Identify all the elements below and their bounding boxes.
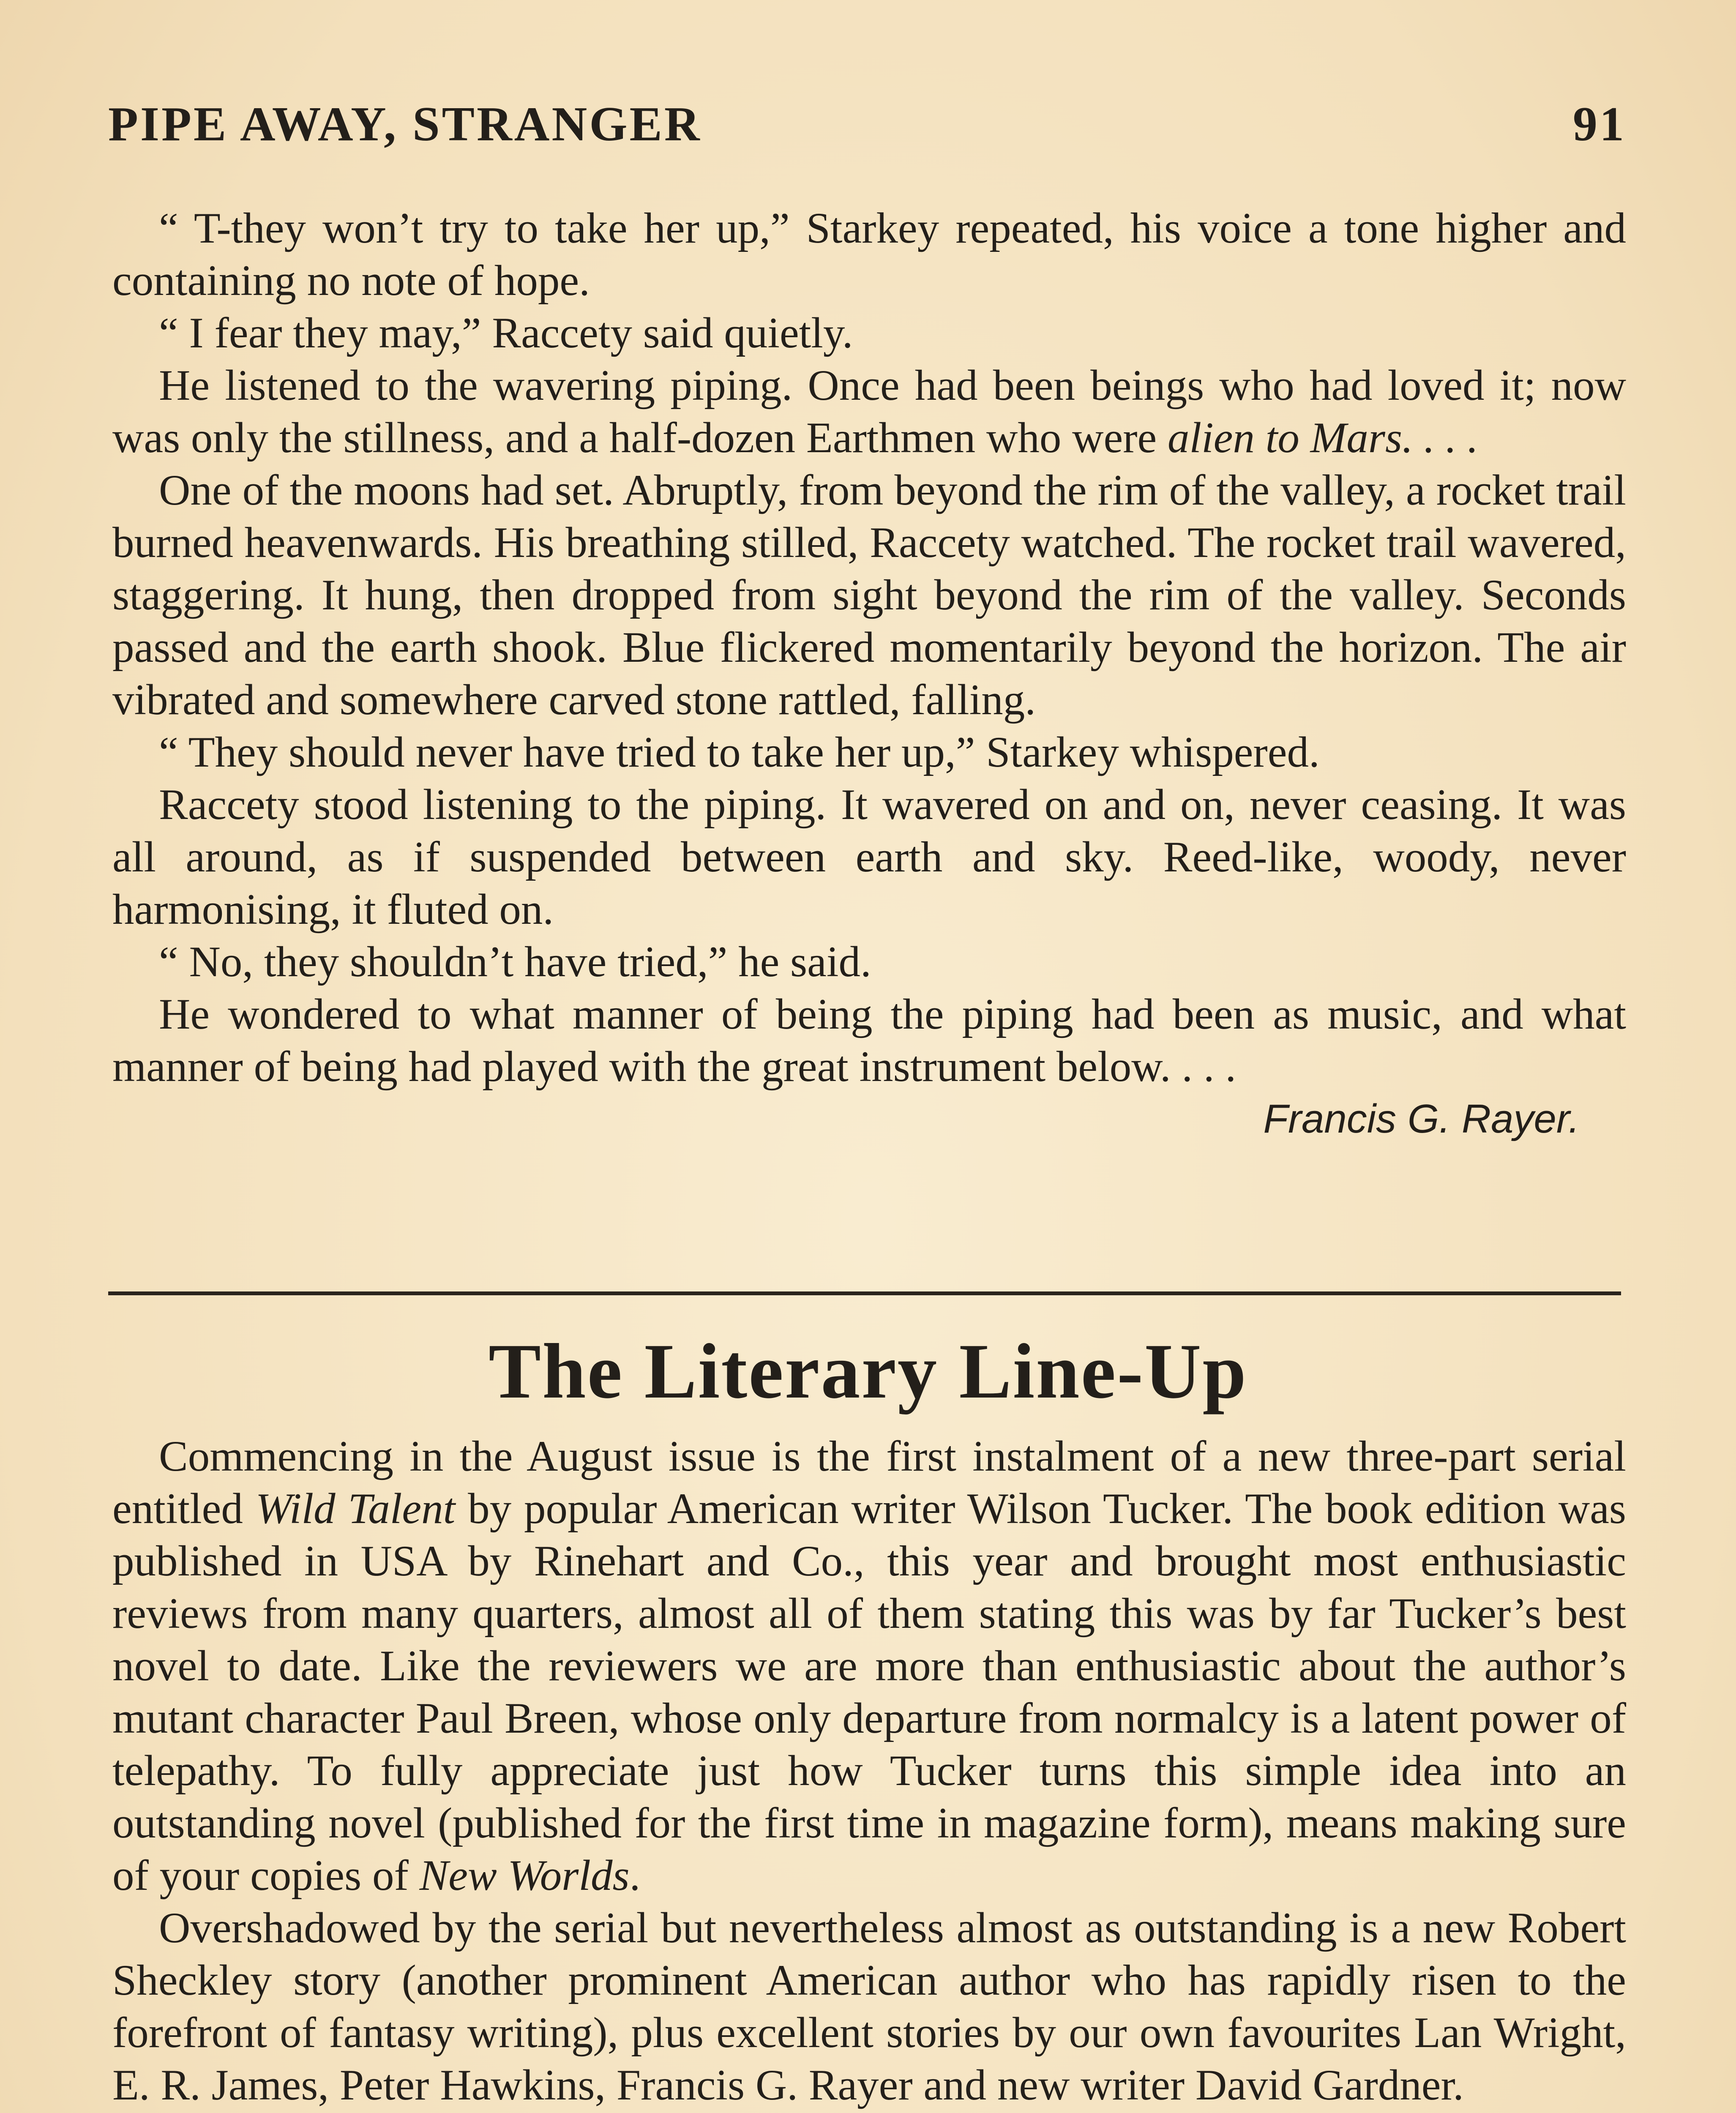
story-text (112, 202, 1626, 1145)
story-paragraph: “ I fear they may,” Raccety said quietly. (159, 309, 853, 357)
story-paragraph (112, 359, 1626, 464)
italic-phrase: alien to Mars. . . . (1168, 414, 1479, 462)
story-paragraph: He wondered to what manner of being the piping had been as music, and what manner of being had played with the great instrument below. . . . (112, 990, 1626, 1091)
lineup-text (112, 1430, 1626, 2111)
story-paragraph: “ T-they won’t try to take her up,” Starkey repeated, his voice a tone higher and containing no note of hope. (112, 204, 1626, 305)
author-byline: Francis G. Rayer. (1263, 1096, 1580, 1141)
story-paragraph: “ They should never have tried to take her up,” Starkey whispered. (159, 728, 1320, 776)
serial-title: Wild Talent (255, 1485, 456, 1533)
lineup-text-run: Commencing in the August issue is the first instalment of a new three-part serial entitled (112, 1432, 1626, 1533)
lineup-text-run: by popular American writer Wilson Tucker. The book edition was published in USA by Rinehart and Co., this year and brought most enthusiastic reviews from many quarters, almost all of them stating this was by far Tucker’s best novel to date. Like the reviewers we are more than enthusiastic about the author’s mutant character Paul Breen, whose only departure from normalcy is a latent power of telepathy. To fully appreciate just how Tucker turns this simple idea into an outstanding novel (published for the first time in magazine form), means making sure of your copies of (112, 1485, 1627, 1900)
running-title: PIPE AWAY, STRANGER (108, 97, 702, 151)
story-paragraph-text: He listened to the wavering piping. Once had been beings who had loved it; now was only the stillness, and a half-dozen Earthmen who were (112, 361, 1626, 462)
section-title: The Literary Line-Up (489, 1328, 1247, 1415)
running-head (108, 96, 1626, 164)
lineup-paragraph (112, 1430, 1626, 1902)
section-divider (108, 1291, 1621, 1295)
story-paragraph: Raccety stood listening to the piping. It wavered on and on, never ceasing. It was all around, as if suspended between earth and sky. Reed-like, woody, never harmonising, it fluted on. (112, 781, 1626, 934)
lineup-text-run: . (629, 1851, 641, 1900)
lineup-paragraph: Overshadowed by the serial but nevertheless almost as outstanding is a new Robert Sheckley story (another prominent American author who has rapidly risen to the forefront of fantasy writing), plus excellent stories by our own favourites Lan Wright, E. R. James, Peter Hawkins, Francis G. Rayer and new writer David Gardner. (112, 1904, 1626, 2109)
page-number: 91 (1573, 97, 1626, 151)
magazine-title: New Worlds (419, 1851, 630, 1900)
story-paragraph: “ No, they shouldn’t have tried,” he said. (159, 938, 871, 986)
story-paragraph: One of the moons had set. Abruptly, from beyond the rim of the valley, a rocket trail burned heavenwards. His breathing stilled, Raccety watched. The rocket trail wavered, staggering. It hung, then dropped from sight beyond the rim of the valley. Seconds passed and the earth shook. Blue flickered momentarily beyond the horizon. The air vibrated and somewhere carved stone rattled, falling. (112, 466, 1626, 724)
